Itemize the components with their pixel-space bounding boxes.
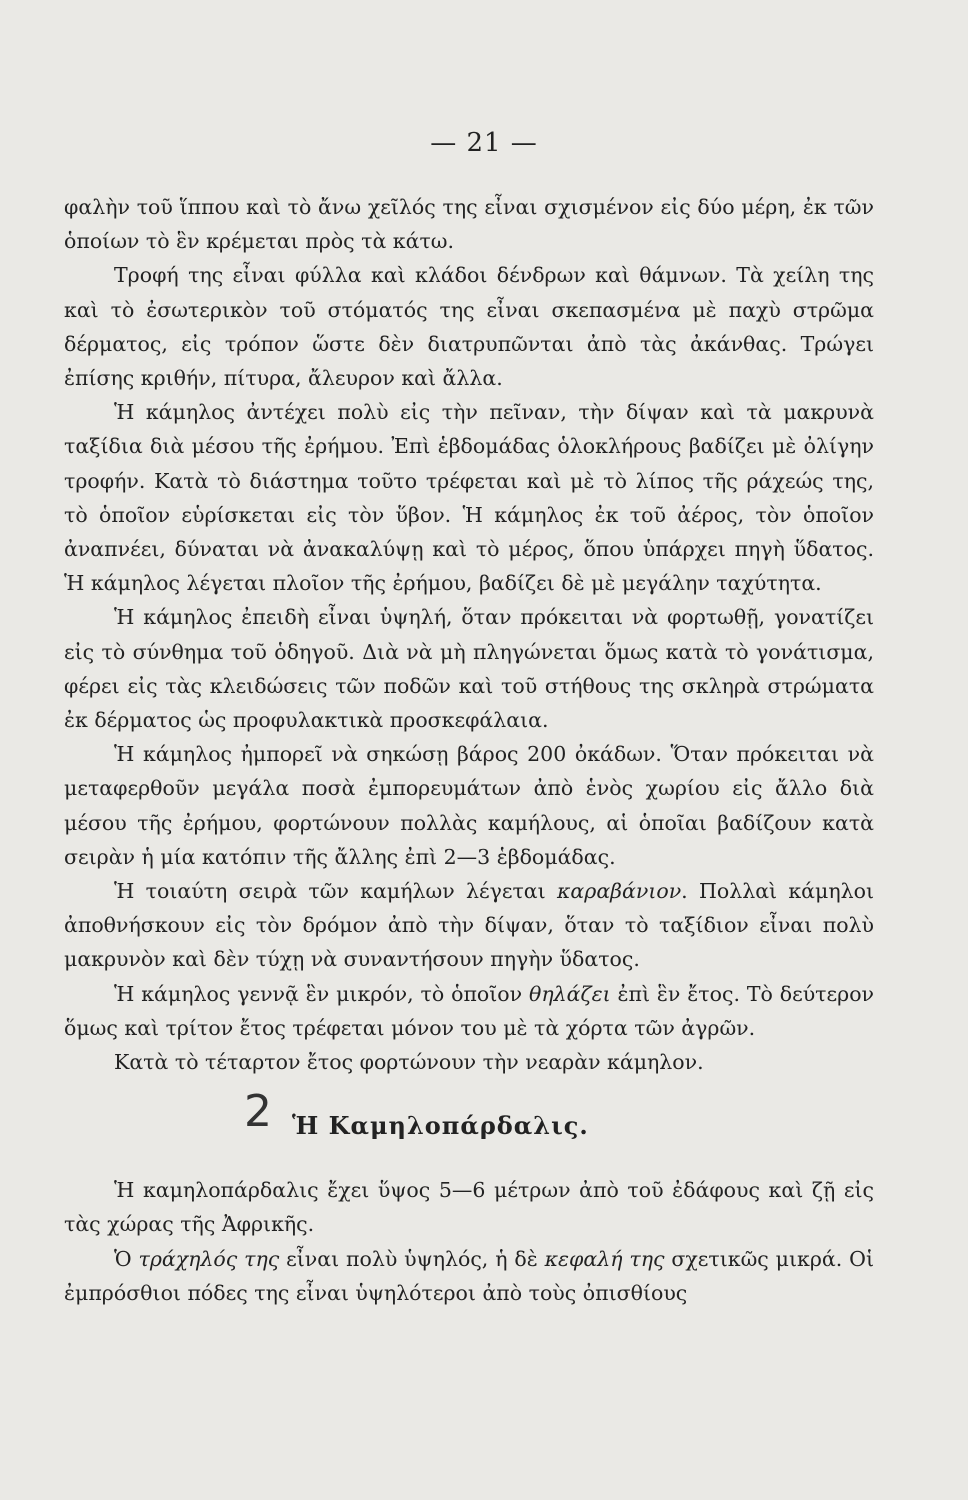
paragraph-fourth-year: Κατὰ τὸ τέταρτον ἔτος φορτώνουν τὴν νεαρὰν κάμηλον. [114,1050,704,1075]
paragraph-kneeling: Ἡ κάμηλος ἐπειδὴ εἶναι ὑψηλή, ὅταν πρόκειται νὰ φορτωθῇ, γονατίζει εἰς τὸ σύνθημα τοῦ ὁδηγοῦ. Διὰ νὰ μὴ πληγώνεται ὅμως κατὰ τὸ γονάτισμα, φέρει εἰς τὰς κλειδώσεις τῶν ποδῶν καὶ τοῦ στήθους της σκληρὰ στρώματα ἐκ δέρματος ὡς προφυλακτικὰ προσκεφάλαια. [64,605,874,733]
term-nursing: θηλάζει [529,981,611,1006]
term-neck: τράχηλός της [138,1246,280,1271]
paragraph-endurance: Ἡ κάμηλος ἀντέχει πολὺ εἰς τὴν πεῖναν, τὴν δίψαν καὶ τὰ μακρυνὰ ταξίδια διὰ μέσου τῆς ἐρήμου. Ἐπὶ ἑβδομάδας ὁλοκλήρους βαδίζει μὲ ὀλίγην τροφήν. Κατὰ τὸ διάστημα τοῦτο τρέφεται καὶ μὲ τὸ λίπος τῆς ράχεώς της, τὸ ὁποῖον εὑρίσκεται εἰς τὸν ὕβον. Ἡ κάμηλος ἐκ τοῦ ἀέρος, τὸν ὁποῖον ἀναπνέει, δύναται νὰ ἀνακαλύψῃ καὶ τὸ μέρος, ὅπου ὑπάρχει πηγὴ ὕδατος. Ἡ κάμηλος λέγεται πλοῖον τῆς ἐρήμου, βαδίζει δὲ μὲ μεγάλην ταχύτητα. [64,400,874,596]
section-heading [64,1086,874,1149]
handwritten-mark: 2 [244,1086,273,1138]
term-head: κεφαλή της [544,1246,665,1271]
paragraph-load: Ἡ κάμηλος ἠμπορεῖ νὰ σηκώσῃ βάρος 200 ὀκάδων. Ὅταν πρόκειται νὰ μεταφερθοῦν μεγάλα ποσὰ ἐμπορευμάτων ἀπὸ ἑνὸς χωρίου εἰς ἄλλο διὰ μέσου τῆς ἐρήμου, φορτώνουν πολλὰς καμήλους, αἱ ὁποῖαι βαδίζουν κατὰ σειρὰν ἡ μία κατόπιν τῆς ἄλλης ἐπὶ 2—3 ἑβδομάδας. [64,742,874,869]
paragraph-caravan: Ἡ τοιαύτη σειρὰ τῶν καμήλων λέγεται καραβάνιον. Πολλαὶ κάμηλοι ἀποθνήσκουν εἰς τὸν δρόμον ἀπὸ τὴν δίψαν, ὅταν τὸ ταξίδιον εἶναι πολὺ μακρυνὸν καὶ δὲν τύχῃ νὰ συναντήσουν πηγὴν ὕδατος. [64,879,874,972]
paragraph-continuation: φαλὴν τοῦ ἵππου καὶ τὸ ἄνω χεῖλός της εἶναι σχισμένον εἰς δύο μέρη, ἐκ τῶν ὁποίων τὸ ἓν κρέμεται πρὸς τὰ κάτω. [64,195,874,254]
section-title: Ἡ Καμηλοπάρδαλις. [292,1111,589,1141]
term-caravan: καραβάνιον [556,879,682,904]
page-number: — 21 — [430,128,538,158]
paragraph-food: Τροφή της εἶναι φύλλα καὶ κλάδοι δένδρων καὶ θάμνων. Τὰ χείλη της καὶ τὸ ἐσωτερικὸν τοῦ στόματός της εἶναι σκεπασμένα μὲ παχὺ στρῶμα δέρματος, εἰς τρόπον ὥστε δὲν διατρυπῶνται ἀπὸ τὰς ἀκάνθας. Τρώγει ἐπίσης κριθήν, πίτυρα, ἄλευρον καὶ ἄλλα. [64,263,874,391]
page-body [64,190,874,1310]
paragraph-giraffe-intro: Ἡ καμηλοπάρδαλις ἔχει ὕψος 5—6 μέτρων ἀπὸ τοῦ ἐδάφους καὶ ζῇ εἰς τὰς χώρας τῆς Ἀφρικῆς. [64,1178,874,1237]
paragraph-nursing: Ἡ κάμηλος γεννᾷ ἓν μικρόν, τὸ ὁποῖον θηλάζει ἐπὶ ἓν ἔτος. Τὸ δεύτερον ὅμως καὶ τρίτον ἔτος τρέφεται μόνον του μὲ τὰ χόρτα τῶν ἀγρῶν. [64,981,874,1040]
paragraph-giraffe-neck: Ὁ τράχηλός της εἶναι πολὺ ὑψηλός, ἡ δὲ κεφαλή της σχετικῶς μικρά. Οἱ ἐμπρόσθιοι πόδες της εἶναι ὑψηλότεροι ἀπὸ τοὺς ὀπισθίους [64,1246,874,1305]
